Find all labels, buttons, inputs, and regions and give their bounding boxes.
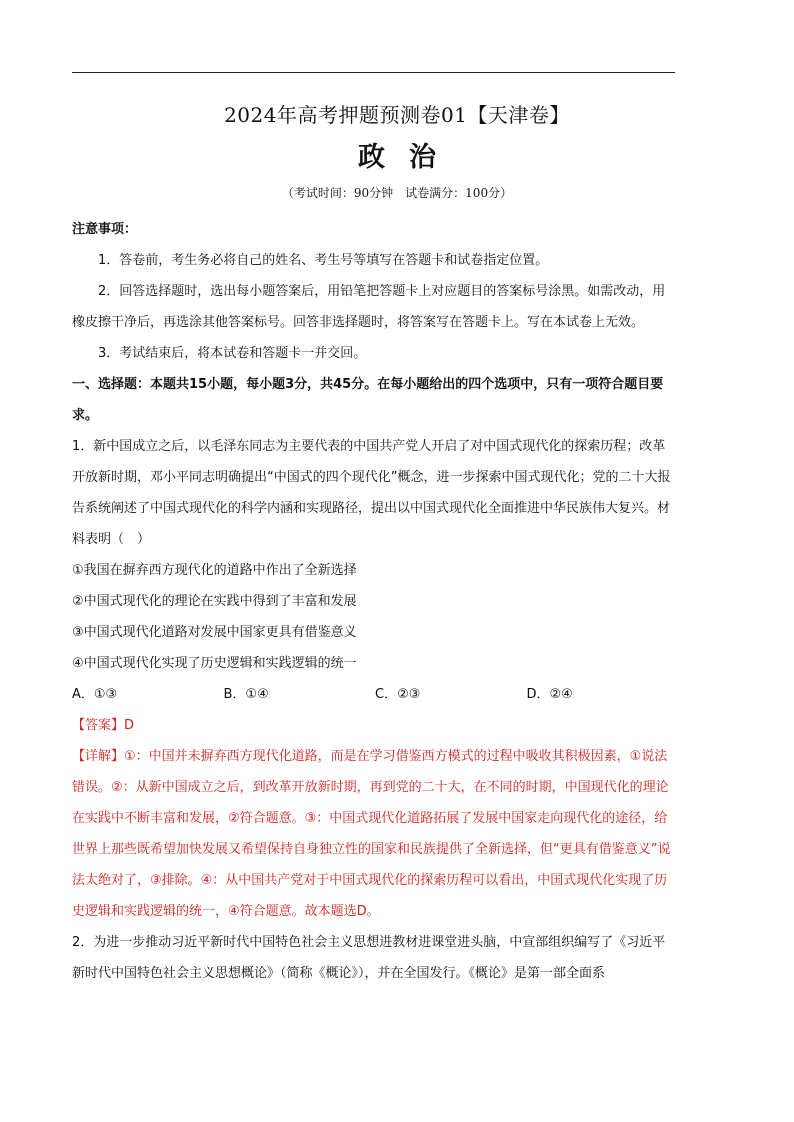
note-item-2: 2．回答选择题时，选出每小题答案后，用铅笔把答题卡上对应题目的答案标号涂黑。如需改动，用橡皮擦干净后，再选涂其他答案标号。回答非选择题时，将答案写在答题卡上。写在本试卷上无效。 (72, 284, 666, 330)
option-c: C．②③ (375, 687, 421, 702)
question-2-stem: 2．为进一步推动习近平新时代中国特色社会主义思想进教材进课堂进头脑，中宣部组织编写了《习近平新时代中国特色社会主义思想概论》（简称《概论》），并在全国发行。《概论》是第一部全面系 (72, 935, 666, 981)
question-1-statement-2: ②中国式现代化的理论在实践中得到了丰富和发展 (72, 594, 357, 609)
question-1-statement-4: ④中国式现代化实现了历史逻辑和实践逻辑的统一 (72, 656, 357, 671)
question-1-answer: 【答案】D (72, 718, 135, 733)
question-1-stem: 1．新中国成立之后，以毛泽东同志为主要代表的中国共产党人开启了对中国式现代化的探索历程；改革开放新时期，邓小平同志明确提出“中国式的四个现代化”概念，进一步探索中国式现代化；党的二十大报告系统阐述了中国式现代化的科学内涵和实现路径，提出以中国式现代化全面推进中华民族伟大复兴。材料表明（ ） (72, 439, 671, 547)
exam-info: （考试时间：90分钟 试卷满分：100分） (281, 186, 513, 200)
option-b: B．①④ (223, 687, 269, 702)
note-item-1: 1．答卷前，考生务必将自己的姓名、考生号等填写在答题卡和试卷指定位置。 (98, 253, 549, 268)
document-body (72, 214, 678, 989)
question-1-statement-1: ①我国在摒弃西方现代化的道路中作出了全新选择 (72, 563, 357, 578)
question-1-options (72, 679, 678, 710)
question-1-statement-3: ③中国式现代化道路对发展中国家更具有借鉴意义 (72, 625, 357, 640)
section-heading: 一、选择题：本题共15小题，每小题3分，共45分。在每小题给出的四个选项中，只有一项符合题目要求。 (72, 377, 664, 423)
notes-heading: 注意事项： (72, 222, 138, 237)
question-1-explanation: 【详解】①：中国并未摒弃西方现代化道路，而是在学习借鉴西方模式的过程中吸收其积极因素，①说法错误。②：从新中国成立之后，到改革开放新时期，再到党的二十大，在不同的时期，中国现代化的理论在实践中不断丰富和发展，②符合题意。③：中国式现代化道路拓展了发展中国家走向现代化的途径，给世界上那些既希望加快发展又希望保持自身独立性的国家和民族提供了全新选择，但“更具有借鉴意义”说法太绝对了，③排除。④：从中国共产党对于中国式现代化的探索历程可以看出，中国式现代化实现了历史逻辑和实践逻辑的统一，④符合题意。故本题选D。 (72, 749, 671, 919)
option-d: D．②④ (526, 687, 573, 702)
top-rule (72, 72, 675, 73)
subject-title: 政治 (358, 142, 460, 173)
option-a: A．①③ (72, 687, 118, 702)
exam-title: 2024年高考押题预测卷01【天津卷】 (224, 103, 570, 127)
note-item-3: 3．考试结束后，将本试卷和答题卡一并交回。 (98, 346, 367, 361)
